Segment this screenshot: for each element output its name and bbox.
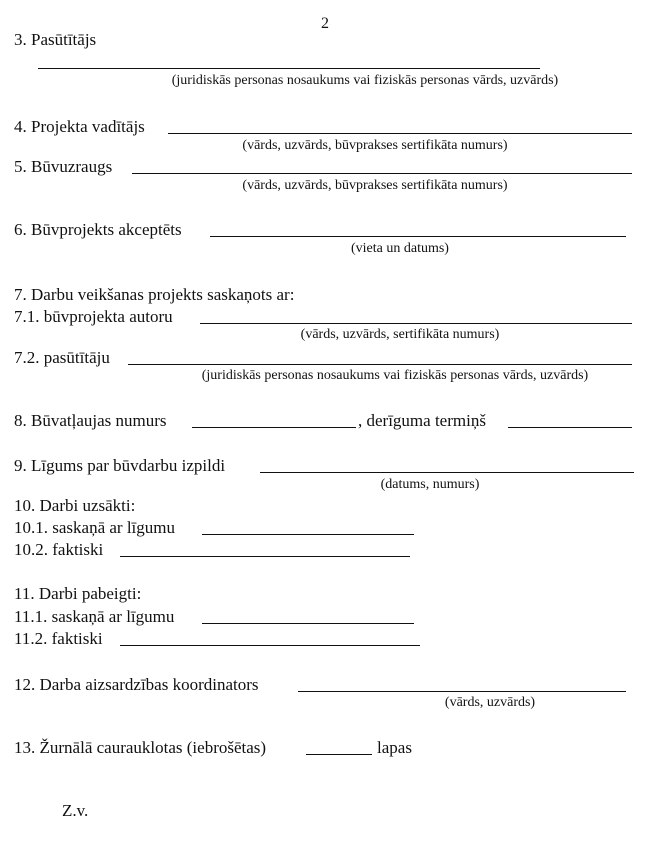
caption-project-accepted: (vieta un datums): [351, 241, 449, 256]
label-started-per-contract: 10.1. saskaņā ar līgumu: [14, 518, 175, 537]
line-completed-per-contract[interactable]: [202, 623, 414, 624]
line-project-manager[interactable]: [168, 133, 632, 134]
caption-customer-agreement: (juridiskās personas nosaukums vai fiziskās personas vārds, uzvārds): [201, 368, 589, 383]
label-completed-per-contract: 11.1. saskaņā ar līgumu: [14, 607, 175, 626]
line-started-actual[interactable]: [120, 556, 410, 557]
line-customer[interactable]: [38, 68, 540, 69]
caption-safety-coordinator: (vārds, uzvārds): [444, 695, 536, 710]
caption-project-author: (vārds, uzvārds, sertifikāta numurs): [300, 327, 500, 342]
label-works-project-agreed: 7. Darbu veikšanas projekts saskaņots ar:: [14, 285, 295, 304]
label-project-manager: 4. Projekta vadītājs: [14, 117, 145, 136]
label-customer-agreement: 7.2. pasūtītāju: [14, 348, 110, 367]
label-construction-contract: 9. Līgums par būvdarbu izpildi: [14, 456, 226, 475]
label-project-author: 7.1. būvprojekta autoru: [14, 307, 173, 326]
line-permit-number[interactable]: [192, 427, 356, 428]
label-construction-supervisor: 5. Būvuzraugs: [14, 157, 113, 176]
line-project-author[interactable]: [200, 323, 632, 324]
line-permit-validity[interactable]: [508, 427, 632, 428]
line-completed-actual[interactable]: [120, 645, 420, 646]
label-pages-suffix: lapas: [377, 738, 412, 757]
label-works-completed: 11. Darbi pabeigti:: [14, 584, 142, 603]
label-permit-number: 8. Būvatļaujas numurs: [14, 411, 167, 430]
line-safety-coordinator[interactable]: [298, 691, 626, 692]
line-journal-pages[interactable]: [306, 754, 372, 755]
label-journal-pages: 13. Žurnālā caurauklotas (iebrošētas): [14, 738, 267, 757]
caption-construction-supervisor: (vārds, uzvārds, būvprakses sertifikāta numurs): [242, 178, 508, 193]
caption-customer: (juridiskās personas nosaukums vai fiziskās personas vārds, uzvārds): [171, 73, 559, 88]
line-project-accepted[interactable]: [210, 236, 626, 237]
line-construction-contract[interactable]: [260, 472, 634, 473]
page-number: 2: [321, 15, 329, 32]
line-started-per-contract[interactable]: [202, 534, 414, 535]
caption-project-manager: (vārds, uzvārds, būvprakses sertifikāta numurs): [242, 138, 508, 153]
line-construction-supervisor[interactable]: [132, 173, 632, 174]
stamp-place: Z.v.: [62, 801, 89, 820]
label-completed-actual: 11.2. faktiski: [14, 629, 103, 648]
label-safety-coordinator: 12. Darba aizsardzības koordinators: [14, 675, 259, 694]
line-customer-agreement[interactable]: [128, 364, 632, 365]
label-works-started: 10. Darbi uzsākti:: [14, 496, 136, 515]
label-permit-validity: , derīguma termiņš: [358, 411, 486, 430]
label-started-actual: 10.2. faktiski: [14, 540, 104, 559]
caption-construction-contract: (datums, numurs): [380, 477, 480, 492]
label-customer: 3. Pasūtītājs: [14, 30, 97, 49]
label-project-accepted: 6. Būvprojekts akceptēts: [14, 220, 182, 239]
